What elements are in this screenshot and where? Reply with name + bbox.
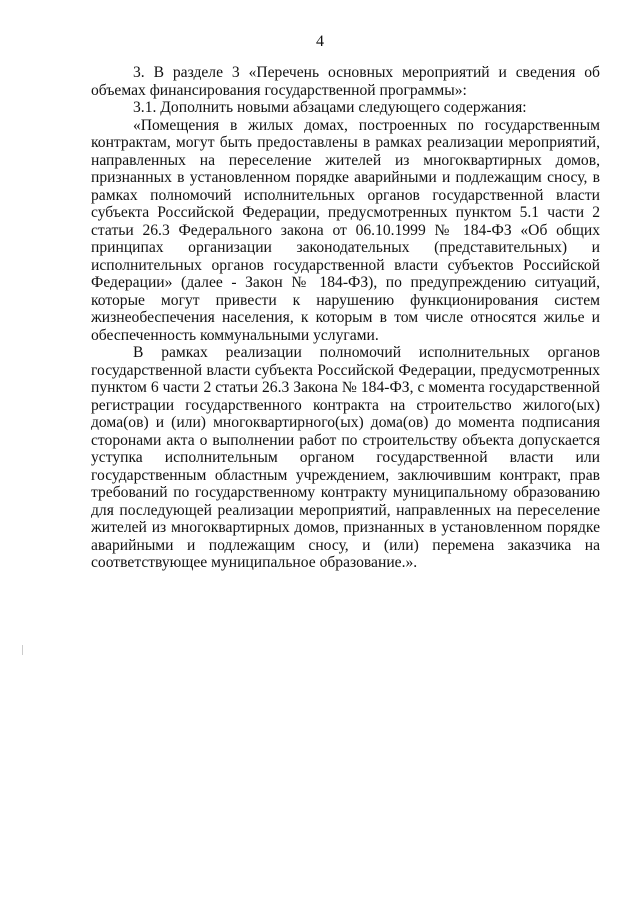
text-line: объемах финансирования государственной программы»: [91,81,467,99]
text-line: В рамках реализации полномочий исполнительных органов [133,344,600,361]
paragraph-section-3 [91,64,600,99]
text-line: признанных в установленном порядке аварийными и подлежащим сносу, в [91,169,600,186]
text-line: уступка исполнительным органом государственной власти или [91,449,600,466]
text-line: для последующей реализации мероприятий, направленных на переселение [91,501,600,519]
text-line: регистрации государственного контракта на строительство жилого(ых) [91,396,600,414]
text-line: которые могут привести к нарушению функционирования систем [91,291,600,309]
text-line: 3.1. Дополнить новыми абзацами следующего содержания: [133,99,527,116]
text-line: 3. В разделе 3 «Перечень основных мероприятий и сведения об [133,64,600,81]
text-line: жителей из многоквартирных домов, признанных в установленном порядке [91,519,600,536]
text-line: статьи 26.3 Федерального закона от 06.10.1999 № 184-ФЗ «Об общих [91,221,600,239]
text-line: направленных на переселение жителей из многоквартирных домов, [91,151,600,169]
paragraph-item-3-1 [91,99,600,117]
paragraph-assignment [91,344,600,572]
text-line: дома(ов) и (или) многоквартирного(ых) дома(ов) до момента подписания [91,414,600,431]
text-line: соответствующее муниципальное образование.». [91,554,418,571]
text-line: государственным областным учреждением, заключившим контракт, прав [91,466,600,484]
text-line: рамках полномочий исполнительных органов государственной власти [91,186,600,204]
text-line: «Помещения в жилых домах, построенных по государственным [133,116,600,134]
text-line: сторонами акта о выполнении работ по строительству объекта допускается [91,431,600,449]
text-line: субъекта Российской Федерации, предусмотренных пунктом 5.1 части 2 [91,204,600,221]
text-line: пунктом 6 части 2 статьи 26.3 Закона № 184-ФЗ, с момента государственной [91,379,600,396]
text-line: жизнеобеспечения населения, к которым в том числе относятся жилье и [91,309,600,326]
text-line: контрактам, могут быть предоставлены в рамках реализации мероприятий, [91,134,600,151]
text-line: государственной власти субъекта Российской Федерации, предусмотренных [91,361,600,379]
page-number: 4 [316,33,324,50]
text-line: принципах организации законодательных (представительных) и [91,239,600,256]
scan-artifact [22,645,23,655]
text-line: обеспеченность коммунальными услугами. [91,326,379,344]
text-line: требований по государственному контракту муниципальному образованию [91,484,600,501]
document-body [91,64,600,572]
text-line: Федерации» (далее - Закон № 184-ФЗ), по предупреждению ситуаций, [91,274,600,291]
paragraph-premises [91,117,600,345]
text-line: аварийными и подлежащим сносу, и (или) перемена заказчика на [91,536,600,554]
text-line: исполнительных органов государственной власти субъектов Российской [91,256,600,274]
